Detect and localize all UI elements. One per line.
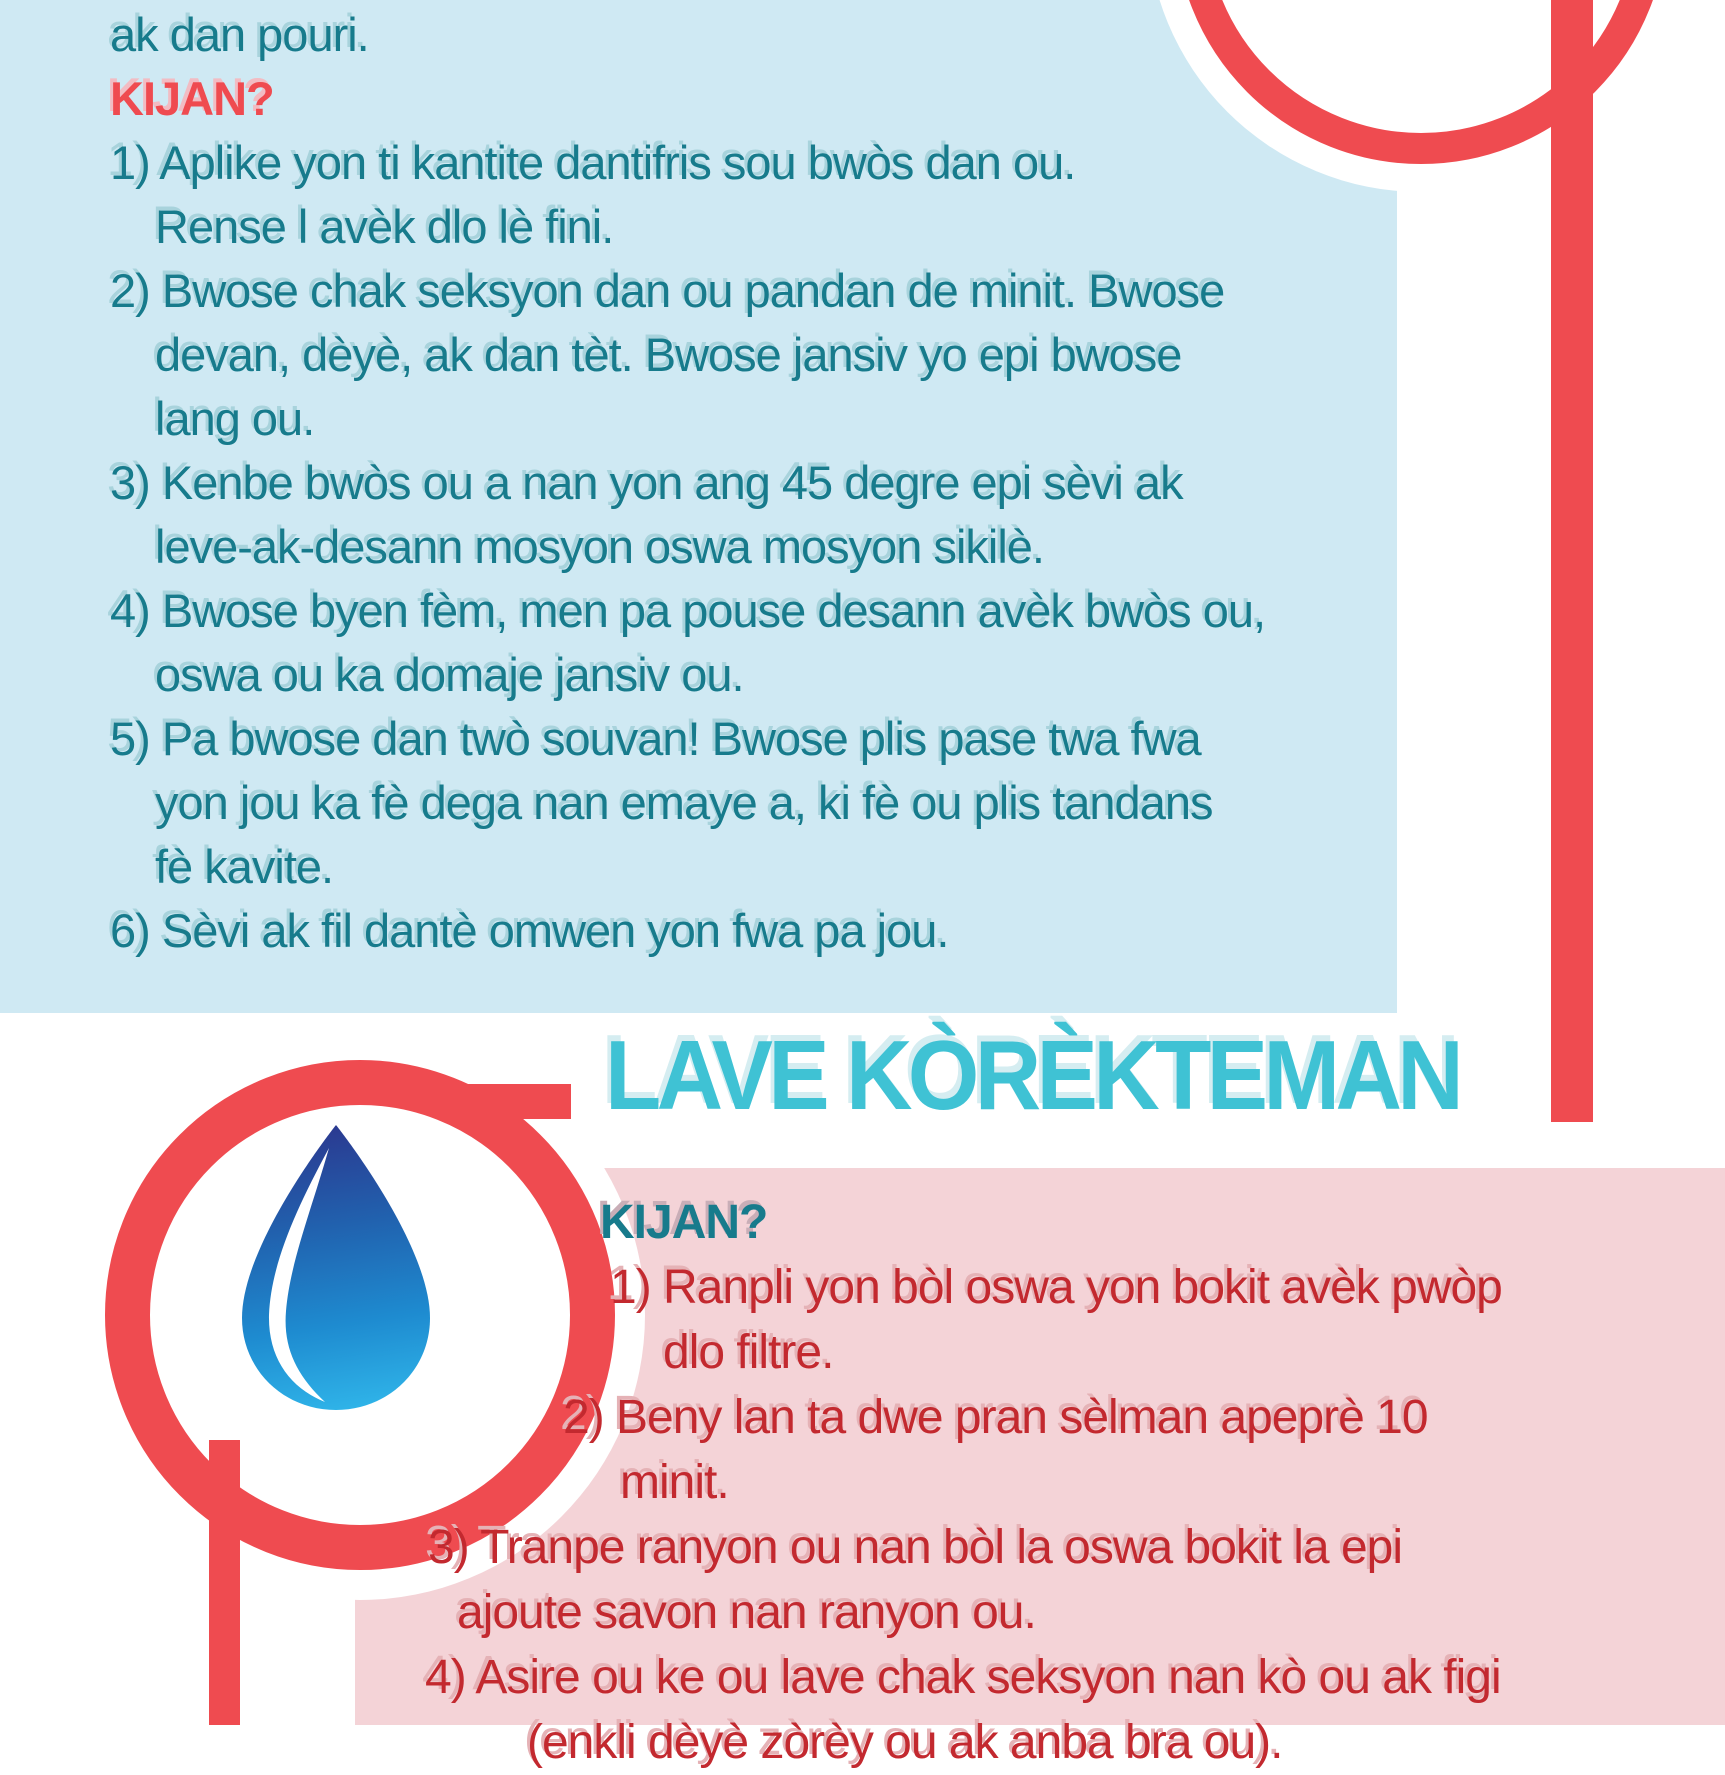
text-line: 5) Pa bwose dan twò souvan! Bwose plis pase twa fwa bbox=[110, 712, 1201, 765]
text-line: 4) Bwose byen fèm, men pa pouse desann avèk bwòs ou, bbox=[110, 584, 1266, 637]
text-line: oswa ou ka domaje jansiv ou. bbox=[155, 648, 744, 701]
text-line: leve-ak-desann mosyon oswa mosyon sikilè. bbox=[155, 520, 1044, 573]
text-line: 3) Kenbe bwòs ou a nan yon ang 45 degre epi sèvi ak bbox=[110, 456, 1183, 509]
washing-steps-text bbox=[425, 1190, 1502, 1775]
text-line: (enkli dèyè zòrèy ou ak anba bra ou). bbox=[527, 1716, 1283, 1769]
brushing-steps-text bbox=[110, 3, 1265, 963]
text-line: minit. bbox=[620, 1456, 729, 1509]
text-line: 2) Bwose chak seksyon dan ou pandan de minit. Bwose bbox=[110, 264, 1225, 317]
connector-bar-title bbox=[440, 1084, 571, 1119]
text-line: ajoute savon nan ranyon ou. bbox=[457, 1586, 1036, 1639]
connector-bar-bottom-left bbox=[209, 1440, 240, 1725]
water-drop-icon bbox=[233, 1123, 430, 1410]
text-line: fè kavite. bbox=[155, 840, 334, 893]
section-title-wash: LAVE KÒRÈKTEMAN bbox=[605, 1020, 1460, 1130]
text-line: 1) Aplike yon ti kantite dantifris sou bwòs dan ou. bbox=[110, 136, 1076, 189]
text-line: lang ou. bbox=[155, 392, 315, 445]
text-line: 4) Asire ou ke ou lave chak seksyon nan kò ou ak figi bbox=[425, 1651, 1501, 1704]
text-line: 1) Ranpli yon bòl oswa yon bokit avèk pwòp bbox=[610, 1261, 1502, 1314]
text-line: devan, dèyè, ak dan tèt. Bwose jansiv yo epi bwose bbox=[155, 328, 1182, 381]
text-line: dlo filtre. bbox=[663, 1326, 834, 1379]
text-line: Rense l avèk dlo lè fini. bbox=[155, 200, 614, 253]
text-line: ak dan pouri. bbox=[110, 8, 369, 61]
text-line: 2) Beny lan ta dwe pran sèlman apeprè 10 bbox=[563, 1391, 1428, 1444]
text-line: 6) Sèvi ak fil dantè omwen yon fwa pa jou. bbox=[110, 904, 949, 957]
how-label: KIJAN? bbox=[600, 1196, 768, 1249]
text-line: yon jou ka fè dega nan emaye a, ki fè ou plis tandans bbox=[155, 776, 1213, 829]
how-label: KIJAN? bbox=[110, 72, 274, 125]
text-line: 3) Tranpe ranyon ou nan bòl la oswa bokit la epi bbox=[428, 1521, 1402, 1574]
connector-bar-right bbox=[1551, 0, 1593, 1122]
